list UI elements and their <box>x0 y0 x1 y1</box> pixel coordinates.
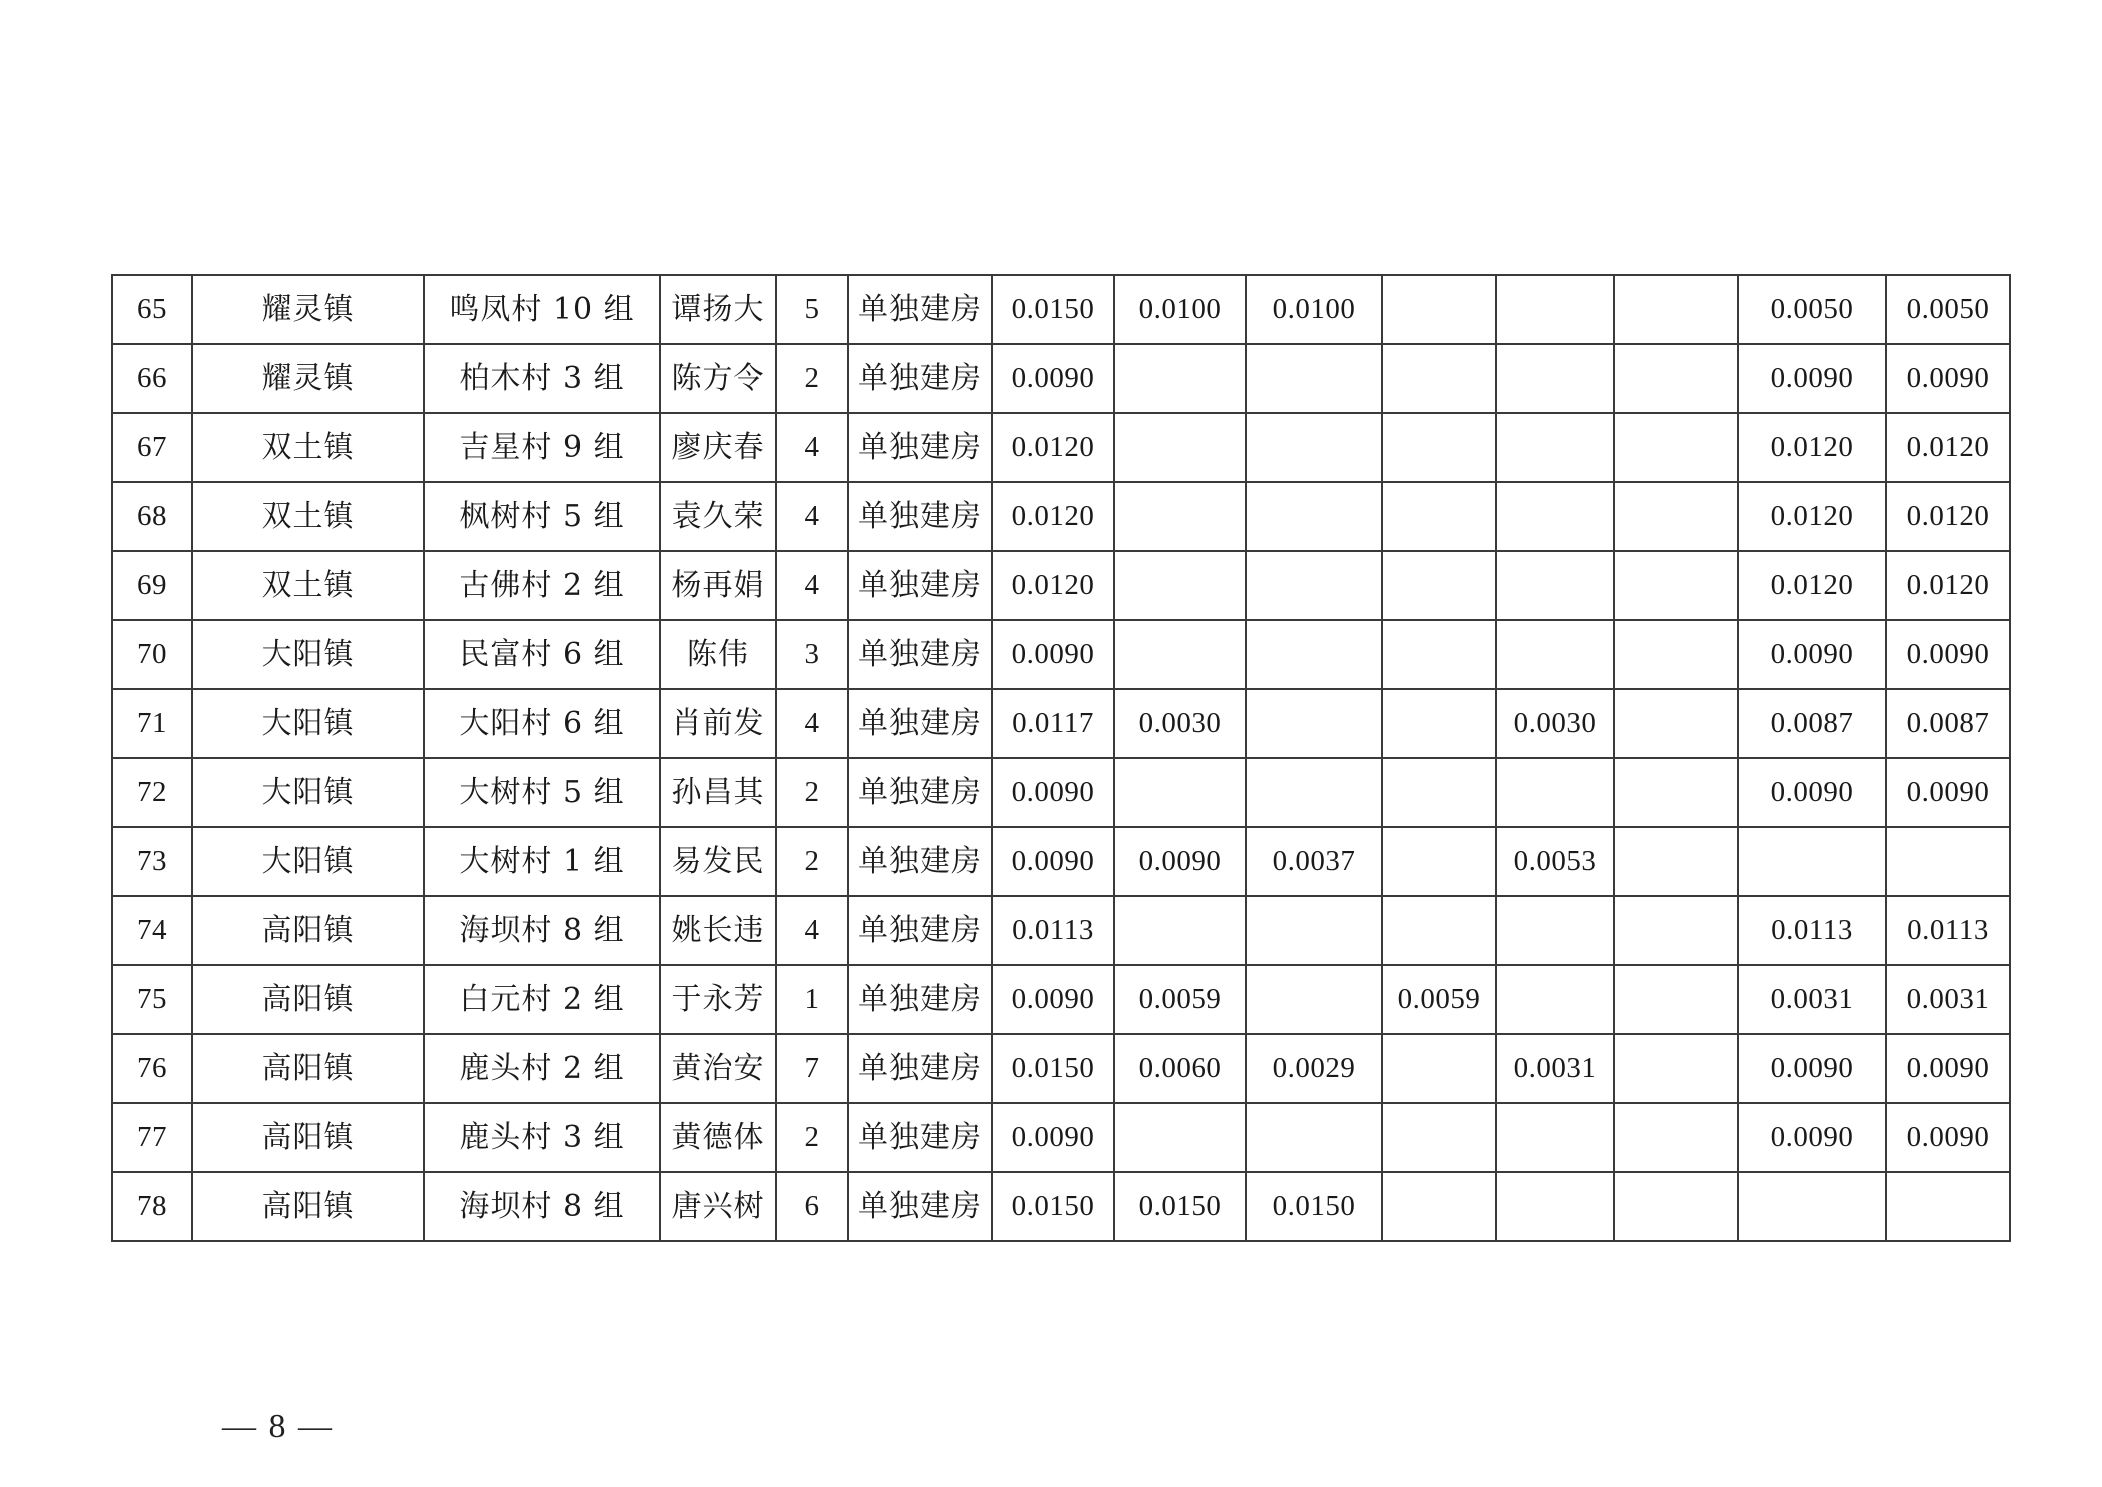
cell-value-col-5 <box>1496 413 1614 482</box>
cell-value-col-1: 0.0090 <box>992 620 1114 689</box>
cell-village-group: 海坝村 8 组 <box>424 896 660 965</box>
cell-value-col-8: 0.0031 <box>1886 965 2010 1034</box>
cell-village-group: 古佛村 2 组 <box>424 551 660 620</box>
cell-village-group: 鹿头村 3 组 <box>424 1103 660 1172</box>
cell-value-col-6 <box>1614 1103 1738 1172</box>
cell-value-col-4 <box>1382 482 1496 551</box>
cell-household-size: 4 <box>776 689 848 758</box>
cell-value-col-3 <box>1246 620 1382 689</box>
table-row <box>112 1034 2010 1103</box>
cell-household-size: 4 <box>776 896 848 965</box>
cell-value-col-5 <box>1496 482 1614 551</box>
cell-household-name: 黄德体 <box>660 1103 776 1172</box>
cell-town: 高阳镇 <box>192 1034 424 1103</box>
cell-value-col-3 <box>1246 344 1382 413</box>
cell-value-col-2 <box>1114 620 1246 689</box>
cell-value-col-8: 0.0120 <box>1886 413 2010 482</box>
cell-household-size: 2 <box>776 758 848 827</box>
table-row <box>112 482 2010 551</box>
cell-serial-number: 67 <box>112 413 192 482</box>
cell-value-col-3: 0.0100 <box>1246 275 1382 344</box>
cell-household-size: 2 <box>776 344 848 413</box>
cell-value-col-3 <box>1246 551 1382 620</box>
cell-village-group: 枫树村 5 组 <box>424 482 660 551</box>
cell-value-col-8: 0.0050 <box>1886 275 2010 344</box>
cell-household-name: 唐兴树 <box>660 1172 776 1241</box>
cell-value-col-2 <box>1114 344 1246 413</box>
cell-serial-number: 69 <box>112 551 192 620</box>
cell-value-col-2 <box>1114 1103 1246 1172</box>
cell-value-col-6 <box>1614 965 1738 1034</box>
table-row <box>112 758 2010 827</box>
cell-construction-type: 单独建房 <box>848 1172 992 1241</box>
cell-household-size: 6 <box>776 1172 848 1241</box>
cell-value-col-6 <box>1614 413 1738 482</box>
cell-value-col-3 <box>1246 689 1382 758</box>
cell-serial-number: 73 <box>112 827 192 896</box>
cell-value-col-4: 0.0059 <box>1382 965 1496 1034</box>
cell-value-col-3 <box>1246 896 1382 965</box>
page-number: — 8 — <box>222 1408 334 1445</box>
cell-serial-number: 65 <box>112 275 192 344</box>
table-row <box>112 965 2010 1034</box>
cell-value-col-2: 0.0060 <box>1114 1034 1246 1103</box>
table-row <box>112 827 2010 896</box>
cell-construction-type: 单独建房 <box>848 758 992 827</box>
cell-value-col-2 <box>1114 413 1246 482</box>
cell-value-col-8 <box>1886 1172 2010 1241</box>
cell-value-col-4 <box>1382 275 1496 344</box>
cell-value-col-6 <box>1614 689 1738 758</box>
table-body <box>112 275 2010 1241</box>
cell-value-col-8: 0.0087 <box>1886 689 2010 758</box>
cell-value-col-6 <box>1614 620 1738 689</box>
cell-value-col-1: 0.0113 <box>992 896 1114 965</box>
cell-town: 双土镇 <box>192 413 424 482</box>
cell-value-col-8: 0.0090 <box>1886 620 2010 689</box>
cell-value-col-5 <box>1496 551 1614 620</box>
cell-value-col-7: 0.0120 <box>1738 482 1886 551</box>
cell-value-col-7: 0.0087 <box>1738 689 1886 758</box>
cell-value-col-7: 0.0120 <box>1738 413 1886 482</box>
cell-town: 高阳镇 <box>192 1172 424 1241</box>
cell-value-col-2 <box>1114 758 1246 827</box>
cell-construction-type: 单独建房 <box>848 413 992 482</box>
cell-construction-type: 单独建房 <box>848 1103 992 1172</box>
table-row <box>112 1172 2010 1241</box>
cell-value-col-1: 0.0120 <box>992 551 1114 620</box>
cell-value-col-6 <box>1614 758 1738 827</box>
cell-value-col-2: 0.0090 <box>1114 827 1246 896</box>
cell-construction-type: 单独建房 <box>848 482 992 551</box>
cell-value-col-1: 0.0090 <box>992 1103 1114 1172</box>
cell-value-col-7: 0.0090 <box>1738 758 1886 827</box>
cell-value-col-1: 0.0120 <box>992 413 1114 482</box>
cell-serial-number: 70 <box>112 620 192 689</box>
table-row <box>112 275 2010 344</box>
cell-value-col-5 <box>1496 620 1614 689</box>
cell-household-name: 易发民 <box>660 827 776 896</box>
cell-household-name: 杨再娟 <box>660 551 776 620</box>
cell-value-col-2: 0.0030 <box>1114 689 1246 758</box>
cell-value-col-7: 0.0120 <box>1738 551 1886 620</box>
cell-town: 双土镇 <box>192 482 424 551</box>
cell-village-group: 柏木村 3 组 <box>424 344 660 413</box>
cell-serial-number: 68 <box>112 482 192 551</box>
cell-value-col-6 <box>1614 482 1738 551</box>
cell-household-size: 4 <box>776 482 848 551</box>
cell-value-col-2: 0.0150 <box>1114 1172 1246 1241</box>
cell-household-name: 廖庆春 <box>660 413 776 482</box>
cell-value-col-4 <box>1382 758 1496 827</box>
cell-value-col-7: 0.0113 <box>1738 896 1886 965</box>
cell-value-col-1: 0.0120 <box>992 482 1114 551</box>
cell-household-name: 陈伟 <box>660 620 776 689</box>
cell-value-col-5 <box>1496 275 1614 344</box>
cell-value-col-1: 0.0090 <box>992 827 1114 896</box>
cell-household-size: 3 <box>776 620 848 689</box>
cell-household-name: 于永芳 <box>660 965 776 1034</box>
cell-value-col-7: 0.0090 <box>1738 1103 1886 1172</box>
cell-construction-type: 单独建房 <box>848 620 992 689</box>
cell-household-size: 4 <box>776 413 848 482</box>
cell-value-col-4 <box>1382 551 1496 620</box>
cell-village-group: 大阳村 6 组 <box>424 689 660 758</box>
cell-village-group: 鸣凤村 10 组 <box>424 275 660 344</box>
cell-value-col-6 <box>1614 1172 1738 1241</box>
land-use-table <box>111 274 2011 1242</box>
cell-value-col-7: 0.0090 <box>1738 620 1886 689</box>
cell-value-col-8: 0.0120 <box>1886 551 2010 620</box>
cell-value-col-8: 0.0090 <box>1886 758 2010 827</box>
cell-value-col-1: 0.0090 <box>992 344 1114 413</box>
cell-value-col-3 <box>1246 965 1382 1034</box>
cell-construction-type: 单独建房 <box>848 827 992 896</box>
cell-value-col-8: 0.0120 <box>1886 482 2010 551</box>
cell-value-col-6 <box>1614 896 1738 965</box>
cell-value-col-4 <box>1382 896 1496 965</box>
cell-value-col-4 <box>1382 1172 1496 1241</box>
cell-value-col-2 <box>1114 896 1246 965</box>
cell-village-group: 吉星村 9 组 <box>424 413 660 482</box>
cell-household-name: 姚长违 <box>660 896 776 965</box>
cell-town: 大阳镇 <box>192 689 424 758</box>
cell-town: 双土镇 <box>192 551 424 620</box>
cell-value-col-1: 0.0117 <box>992 689 1114 758</box>
cell-value-col-6 <box>1614 551 1738 620</box>
cell-serial-number: 71 <box>112 689 192 758</box>
cell-value-col-6 <box>1614 344 1738 413</box>
cell-town: 大阳镇 <box>192 620 424 689</box>
cell-value-col-8: 0.0090 <box>1886 344 2010 413</box>
cell-construction-type: 单独建房 <box>848 689 992 758</box>
cell-value-col-3 <box>1246 413 1382 482</box>
cell-value-col-1: 0.0150 <box>992 1172 1114 1241</box>
cell-value-col-5 <box>1496 1103 1614 1172</box>
cell-serial-number: 66 <box>112 344 192 413</box>
cell-value-col-4 <box>1382 620 1496 689</box>
cell-household-size: 7 <box>776 1034 848 1103</box>
cell-value-col-8: 0.0090 <box>1886 1103 2010 1172</box>
cell-value-col-8: 0.0090 <box>1886 1034 2010 1103</box>
cell-construction-type: 单独建房 <box>848 344 992 413</box>
cell-value-col-7 <box>1738 827 1886 896</box>
cell-town: 耀灵镇 <box>192 275 424 344</box>
cell-value-col-5 <box>1496 758 1614 827</box>
cell-household-name: 陈方令 <box>660 344 776 413</box>
cell-value-col-4 <box>1382 413 1496 482</box>
cell-construction-type: 单独建房 <box>848 896 992 965</box>
cell-construction-type: 单独建房 <box>848 551 992 620</box>
cell-village-group: 大树村 1 组 <box>424 827 660 896</box>
cell-village-group: 民富村 6 组 <box>424 620 660 689</box>
cell-value-col-3: 0.0037 <box>1246 827 1382 896</box>
cell-value-col-5 <box>1496 965 1614 1034</box>
table-row <box>112 551 2010 620</box>
cell-value-col-1: 0.0150 <box>992 1034 1114 1103</box>
cell-construction-type: 单独建房 <box>848 1034 992 1103</box>
cell-value-col-4 <box>1382 1103 1496 1172</box>
table-row <box>112 896 2010 965</box>
cell-value-col-5: 0.0053 <box>1496 827 1614 896</box>
cell-household-name: 谭扬大 <box>660 275 776 344</box>
cell-value-col-4 <box>1382 344 1496 413</box>
cell-village-group: 海坝村 8 组 <box>424 1172 660 1241</box>
cell-serial-number: 74 <box>112 896 192 965</box>
cell-value-col-2: 0.0100 <box>1114 275 1246 344</box>
cell-household-name: 黄治安 <box>660 1034 776 1103</box>
cell-value-col-8: 0.0113 <box>1886 896 2010 965</box>
cell-value-col-6 <box>1614 1034 1738 1103</box>
cell-value-col-5: 0.0031 <box>1496 1034 1614 1103</box>
cell-value-col-7: 0.0050 <box>1738 275 1886 344</box>
cell-serial-number: 75 <box>112 965 192 1034</box>
cell-household-size: 4 <box>776 551 848 620</box>
cell-value-col-2: 0.0059 <box>1114 965 1246 1034</box>
cell-value-col-8 <box>1886 827 2010 896</box>
cell-value-col-5: 0.0030 <box>1496 689 1614 758</box>
cell-value-col-4 <box>1382 689 1496 758</box>
cell-household-name: 袁久荣 <box>660 482 776 551</box>
cell-town: 高阳镇 <box>192 896 424 965</box>
table-row <box>112 620 2010 689</box>
cell-value-col-7: 0.0090 <box>1738 1034 1886 1103</box>
cell-town: 耀灵镇 <box>192 344 424 413</box>
cell-village-group: 白元村 2 组 <box>424 965 660 1034</box>
cell-household-name: 肖前发 <box>660 689 776 758</box>
cell-value-col-3: 0.0150 <box>1246 1172 1382 1241</box>
cell-value-col-4 <box>1382 1034 1496 1103</box>
cell-town: 高阳镇 <box>192 965 424 1034</box>
cell-value-col-3 <box>1246 758 1382 827</box>
cell-serial-number: 72 <box>112 758 192 827</box>
table-row <box>112 413 2010 482</box>
cell-value-col-1: 0.0090 <box>992 758 1114 827</box>
cell-value-col-6 <box>1614 827 1738 896</box>
cell-value-col-5 <box>1496 1172 1614 1241</box>
cell-value-col-6 <box>1614 275 1738 344</box>
cell-value-col-3 <box>1246 482 1382 551</box>
cell-serial-number: 78 <box>112 1172 192 1241</box>
cell-town: 大阳镇 <box>192 758 424 827</box>
cell-value-col-7: 0.0090 <box>1738 344 1886 413</box>
cell-construction-type: 单独建房 <box>848 965 992 1034</box>
cell-village-group: 鹿头村 2 组 <box>424 1034 660 1103</box>
cell-value-col-3: 0.0029 <box>1246 1034 1382 1103</box>
cell-household-size: 5 <box>776 275 848 344</box>
table-row <box>112 344 2010 413</box>
table-row <box>112 689 2010 758</box>
cell-value-col-2 <box>1114 482 1246 551</box>
cell-household-size: 2 <box>776 1103 848 1172</box>
cell-value-col-3 <box>1246 1103 1382 1172</box>
cell-construction-type: 单独建房 <box>848 275 992 344</box>
cell-value-col-1: 0.0090 <box>992 965 1114 1034</box>
cell-value-col-7: 0.0031 <box>1738 965 1886 1034</box>
cell-value-col-2 <box>1114 551 1246 620</box>
cell-household-size: 1 <box>776 965 848 1034</box>
cell-serial-number: 77 <box>112 1103 192 1172</box>
cell-town: 高阳镇 <box>192 1103 424 1172</box>
cell-value-col-5 <box>1496 896 1614 965</box>
cell-value-col-7 <box>1738 1172 1886 1241</box>
cell-serial-number: 76 <box>112 1034 192 1103</box>
cell-value-col-4 <box>1382 827 1496 896</box>
cell-value-col-5 <box>1496 344 1614 413</box>
cell-value-col-1: 0.0150 <box>992 275 1114 344</box>
cell-town: 大阳镇 <box>192 827 424 896</box>
cell-village-group: 大树村 5 组 <box>424 758 660 827</box>
cell-household-name: 孙昌其 <box>660 758 776 827</box>
cell-household-size: 2 <box>776 827 848 896</box>
table-row <box>112 1103 2010 1172</box>
